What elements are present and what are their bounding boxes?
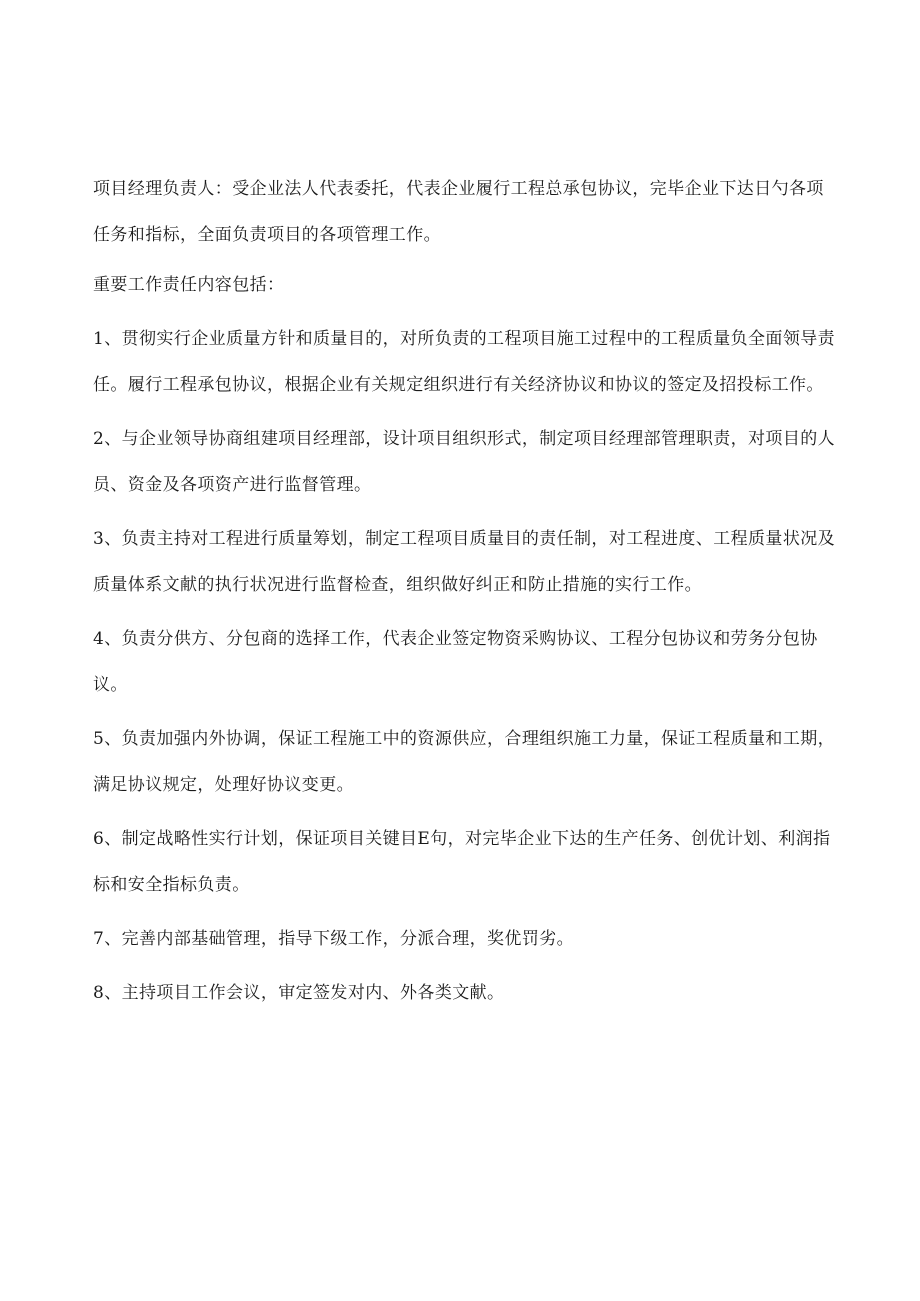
intro-paragraph: 项目经理负责人：受企业法人代表委托，代表企业履行工程总承包协议，完毕企业下达日勺各项任务和指标，全面负责项目的各项管理工作。 [93, 179, 824, 245]
responsibility-item-4: 4、负责分供方、分包商的选择工作，代表企业签定物资采购协议、工程分包协议和劳务分包协议。 [93, 629, 818, 695]
responsibility-item-5: 5、负责加强内外协调，保证工程施工中的资源供应，合理组织施工力量，保证工程质量和工期，满足协议规定，处理好协议变更。 [93, 729, 836, 795]
responsibility-item-7: 7、完善内部基础管理，指导下级工作，分派合理，奖优罚劣。 [93, 929, 575, 949]
responsibility-item-3: 3、负责主持对工程进行质量筹划，制定工程项目质量目的责任制，对工程进度、工程质量状况及质量体系文献的执行状况进行监督检查，组织做好纠正和防止措施的实行工作。 [93, 529, 836, 595]
document-body [93, 166, 841, 1016]
responsibility-item-2: 2、与企业领导协商组建项目经理部，设计项目组织形式，制定项目经理部管理职责，对项目的人员、资金及各项资产进行监督管理。 [93, 429, 836, 495]
responsibility-item-6: 6、制定战略性实行计划，保证项目关键目E句，对完毕企业下达的生产任务、创优计划、利润指标和安全指标负责。 [93, 829, 831, 895]
responsibilities-heading: 重要工作责任内容包括： [93, 275, 285, 295]
responsibility-item-1: 1、贯彻实行企业质量方针和质量目的，对所负责的工程项目施工过程中的工程质量负全面领导责任。履行工程承包协议，根据企业有关规定组织进行有关经济协议和协议的签定及招投标工作。 [93, 329, 836, 395]
responsibility-item-8: 8、主持项目工作会议，审定签发对内、外各类文献。 [93, 983, 505, 1003]
